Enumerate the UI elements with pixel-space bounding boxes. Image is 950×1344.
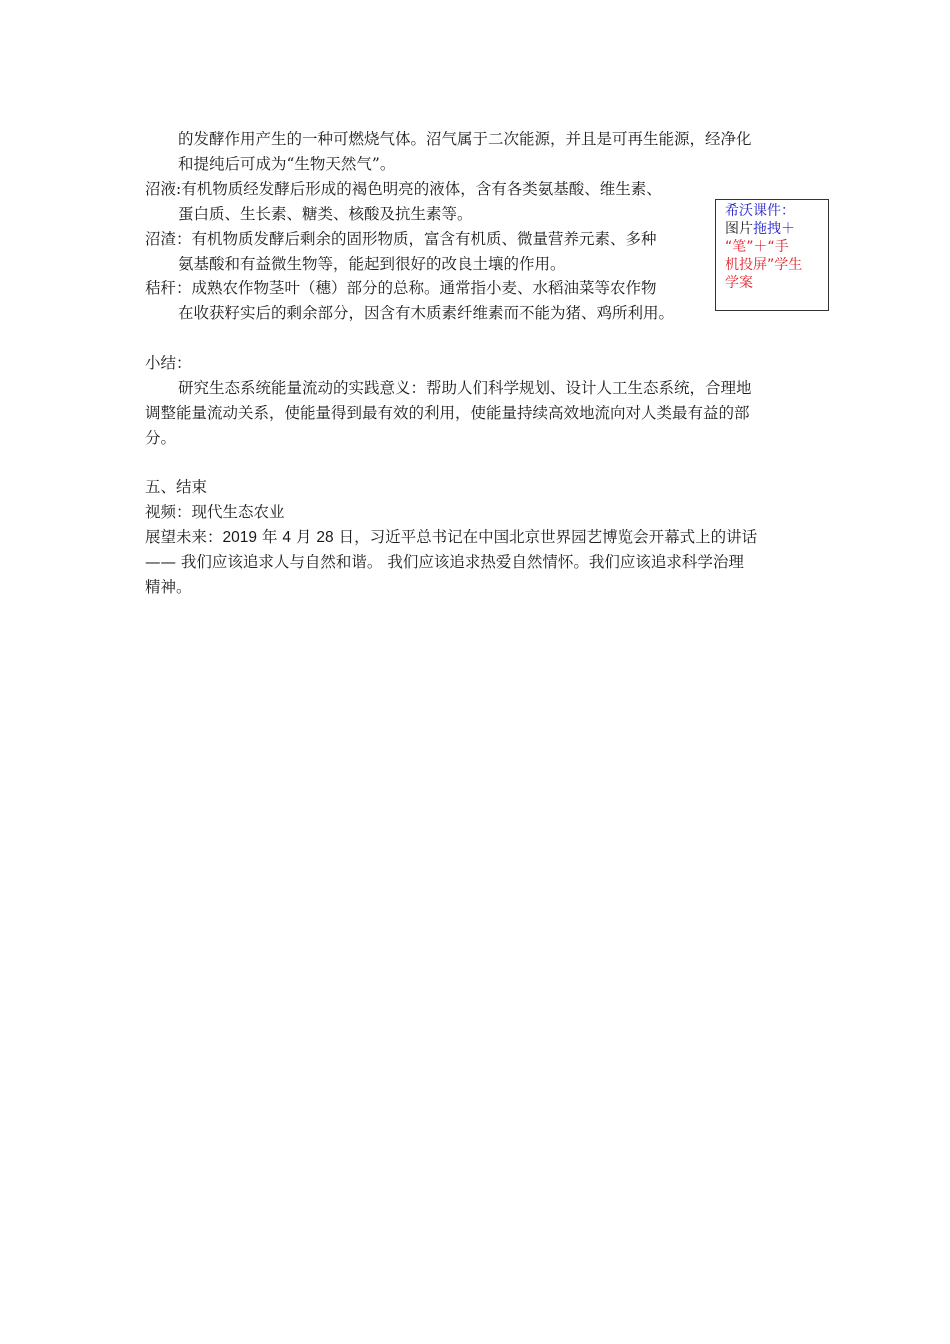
sidebox-line-4-part-b: 学生 bbox=[774, 257, 803, 273]
sidebox-line-3: “笔”＋“手 bbox=[725, 239, 789, 255]
jiegan-text-line-2: 在收获籽实后的剩余部分，因含有木质素纤维素而不能为猪、鸡所利用。 bbox=[178, 304, 675, 322]
outlook-year-unit: 年 bbox=[261, 528, 278, 546]
sidebox-line-2-part-b: 拖拽＋ bbox=[753, 221, 795, 237]
outlook-year: 2019 bbox=[222, 529, 257, 546]
sidebox-line-1: 希沃课件： bbox=[725, 203, 795, 219]
outlook-prefix: 展望未来： bbox=[145, 528, 223, 546]
zhaozha-text-line-1: 沼渣：有机物质发酵后剩余的固形物质，富含有机质、微量营养元素、多种 bbox=[145, 230, 657, 248]
sidebox-line-4-part-a: 机投屏” bbox=[725, 257, 775, 273]
biogas-text-line-2: 和提纯后可成为“生物天然气”。 bbox=[178, 155, 396, 173]
quote-line-2: 精神。 bbox=[145, 578, 192, 596]
biogas-text-line-1: 的发酵作用产生的一种可燃烧气体。沼气属于二次能源，并且是可再生能源，经净化 bbox=[178, 130, 752, 148]
summary-text-line-2: 调整能量流动关系，使能量得到最有效的利用，使能量持续高效地流向对人类最有益的部 bbox=[145, 404, 750, 422]
section-5-heading: 五、结束 bbox=[145, 478, 208, 496]
quote-line: —— 我们应该追求人与自然和谐。 我们应该追求热爱自然情怀。我们应该追求科学治理 bbox=[145, 553, 744, 571]
summary-heading: 小结： bbox=[145, 354, 192, 372]
sidebox-line-5: 学案 bbox=[725, 275, 753, 291]
summary-text-line-1: 研究生态系统能量流动的实践意义：帮助人们科学规划、设计人工生态系统，合理地 bbox=[178, 379, 752, 397]
zhaoye-text-line-1: 沼液:有机物质经发酵后形成的褐色明亮的液体，含有各类氨基酸、维生素、 bbox=[145, 180, 662, 198]
sidebox-line-2-part-a: 图片 bbox=[725, 221, 753, 237]
sidebox-line-4 bbox=[725, 256, 824, 274]
zhaoye-text-line-2: 蛋白质、生长素、糖类、核酸及抗生素等。 bbox=[178, 205, 473, 223]
summary-text-line-3: 分。 bbox=[145, 429, 177, 447]
sidebox-line-2 bbox=[725, 220, 824, 238]
xiwo-courseware-note-box bbox=[715, 199, 829, 311]
outlook-month-unit: 月 bbox=[295, 528, 312, 546]
outlook-rest: 日，习近平总书记在中国北京世界园艺博览会开幕式上的讲话 bbox=[338, 528, 758, 546]
outlook-month: 4 bbox=[282, 529, 292, 546]
video-line: 视频：现代生态农业 bbox=[145, 503, 285, 521]
zhaozha-text-line-2: 氨基酸和有益微生物等，能起到很好的改良土壤的作用。 bbox=[178, 255, 566, 273]
outlook-day: 28 bbox=[316, 529, 334, 546]
jiegan-text-line-1: 秸秆：成熟农作物茎叶（穗）部分的总称。通常指小麦、水稻油菜等农作物 bbox=[145, 279, 657, 297]
outlook-line bbox=[145, 527, 757, 548]
